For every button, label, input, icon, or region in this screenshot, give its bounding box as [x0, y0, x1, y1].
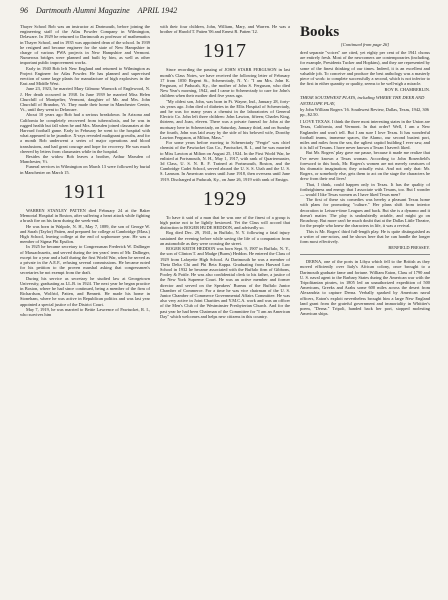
paragraph: DERNA, one of the ports in Libya which fell to the British as they moved efficiently over Italy's African colony, once brought to a Dartmouth graduate fame and fortune. William Eaton, Class of 1790 and U. S. naval agent to the Barbary States during the American war with the Tripolitanian pirates, in 1805 led an unauthorized expedition of 500 Americans, Greeks and Arabs some 600 miles across the desert from Alexandria to capture Derna. Verbally sparked by American naval officers, Eaton's exploit nevertheless brought him a large New England land grant from the grateful government and immortality in Whittier's poem, "Derna." Tripoli, handed back her port, stopped molesting American ships.	[300, 259, 430, 317]
paragraph: I LOVE TEXAS. I think the three most interesting states in the Union are Texas, California, and Vermont. In that order? Well, I am a New Englander and won't tell. But I am sure I love Texas. It has wonderful football teams, immense spaces, the Alamo, our second busiest port, miles and miles from the sea, the ugliest capitol building I ever saw, and it is full of Texans. I have never known a Texan I haven't liked.	[300, 119, 430, 151]
paragraph: June 23, 1923, he married Mary Gilmour Warnock of Englewood, N. J. Her death occurred in 1938. In June 1939 he married Miss Helen Churchill of Montpelier, Vermont, daughter of Mr. and Mrs. John Churchill of Brandon, Vt. They made their home in Manchester Center, Vt., until they went to Delaware.	[20, 86, 150, 113]
class-year-heading: 1917	[203, 40, 247, 63]
paragraph: dred separate "voices" are cited, yet eighty per cent of the 1941 chorus are entirely fresh. Most of the newcomers are contemporaries (including, for example, Presidents Tucker and Hopkins), and they are represented by some of the finest thinking of our times. Indeed, it is an excellent and valuable job. To conceive and produce the best anthology was a masterly piece of work: to complete successfully a second, which is not inferior to the first in either quantity or quality, seems to be well-nigh a miracle.	[300, 50, 430, 87]
page-number: 96	[20, 6, 28, 15]
class-year-heading: 1911	[63, 180, 107, 203]
paragraph: with their four children, John, William, Mary, and Warren. He was a brother of Harold T. Patten '06 and Ernest R. Patten '12.	[160, 24, 290, 35]
column-right	[300, 24, 430, 319]
book-title: THESE SOUTHWEST PLAYS, including WHERE THE DEER AND ANTELOPE PLAY,	[300, 95, 425, 106]
column-left	[20, 24, 150, 319]
paragraph: The first of these six comedies was hereby a pleasant Texas home with plans for promoting "culture." Her plans shift from interior decoration to Leisure-time Leagues and back. But she is a dynamo and it doesn't matter. The play is undoubtedly actable, and might go on Broadway. But more can't be much doubt that at the Dallas Little Theatre, for the people who knew the characters in life, it was a revival.	[300, 197, 430, 229]
class-year-heading: 1929	[203, 187, 247, 210]
divider	[300, 254, 430, 255]
paragraph: WARREN STANLEY PATTEN died February 24 at the Baker Memorial Hospital in Boston, after suffering a heart attack while fighting a brush fire on his farm during the week-end.	[20, 207, 150, 224]
paragraph: May 7, 1919, he was married to Bettie Lawrence of Pawtucket, R. I., who survives him	[20, 306, 150, 317]
paragraph: ROGER KEITH HEDDON was born Sept. 9, 1907 in Buffalo, N. Y., the son of Clinton T. and Madge (Burns) Heddon. He entered the Class of 1929 from Lafayette High School. At Dartmouth he was a member of Theta Delta Chi and Phi Beta Kappa. Graduating from Harvard Law School in 1932 he became associated with the Buffalo firm of Gibbons, Pooley & Pottle. He was also confidential clerk to his father, a justice of the New York Supreme Court. He was an active member and former director and served on the Speakers' Bureau of the Buffalo Junior Chamber of Commerce. For a time he was vice chairman of the U. S. Junior Chamber of Commerce Governmental Affairs Committee. He was also very active in Joint Charities and Y.M.C.A. work and was an officer of the Men's Club of the Westminster Presbyterian Church. And for the past year he had been Chairman of the Committee for "I am an American Day" which welcomes and helps new citizens in this country.	[160, 246, 290, 319]
paragraph: Rog died Dec. 29, 1941, in Buffalo, N. Y. following a fatal injury sustained the evening before while saving the life of a companion from an automobile as they were crossing the street.	[160, 230, 290, 246]
issue-date: APRIL 1942	[137, 6, 178, 15]
paragraph: To have it said of a man that he was one of the finest of a group is high praise not to be lightly bestowed. Yet the Class will accord that distinction to ROGER HUDE HEDDON, and advisedly so.	[160, 214, 290, 231]
paragraph: That, I think, could happen only in Texas. It has the quality of forthrightness and energy that I associate with Texans, too. But I wonder — would I like Texas women as I have liked Texas men?	[300, 181, 430, 198]
paragraph: For some years before moving to Schenectady "Fergie" was chief chemist of the Pawtucket Gas Co., Pawtucket, R. I., and he was married to Miss Lawton at Milton on August 25, 1924. In the First World War, he enlisted at Portsmouth, N. H., May 1, 1917, with rank of Quartermaster, 3d Class, U. S. N. R. F. Trained at Portsmouth, Boston, and the Cambridge Cadet School, served aboard the U. S. S. Utah and the U. S. S. Lamson. In American waters until June 1918, then overseas until June 1919. Discharged at Paducah, Ky., on June 26, 1919 with rank of Ensign.	[160, 140, 290, 182]
continued-note: [Continued from page 26]	[340, 42, 390, 47]
section-title: Books	[300, 24, 340, 40]
paragraph: About 10 years ago Bob had a serious breakdown. In Arizona and California he completely recovered from tuberculosis, and he was in rugged health but fall when he and Mrs. Marsden joined classmates at the Harvard football game. Early in February he went to the hospital with what appeared to be jaundice. X-rays revealed malignant growths, and for a month Bob underwent a series of major operations and blood transfusions, and had great courage and hope for recovery. He was much cheered by letters from classmates while in the hospital.	[20, 112, 150, 154]
paragraph: But Mr. Rogers' play gave me pause, because it made me realize that I've never known a Texas woman. According to John Rosenfield's foreword to this book, Mr. Rogers's women are not merely creatures of his dramatic imagination; they actually exist. And not only that: Mr. Rogers, or somebody else, gets them to act on the stage the characters he drew from their real lives!	[300, 150, 430, 182]
magazine-title: Dartmouth Alumni Magazine	[36, 6, 130, 15]
paragraph: Early in 1940 Bob left New England and returned to Wilmington as Project Engineer for Atlas Powder. He has planned and supervised erection of some large plants for manufacture of high explosives in the East and Middle West.	[20, 65, 150, 87]
paragraph: He was born in Walpole, N. H., May 7, 1889, the son of George W. and Sarah (Taylor) Patten, and prepared for college at Cambridge (Mass.) High School, leaving college at the end of sophomore year. He was a member of Sigma Phi Epsilon.	[20, 223, 150, 245]
paragraph: Thayer School Bob was an instructor at Dartmouth, before joining the engineering staff of the Atlas Powder Company in Wilmington, Delaware. In 1929 he returned to Dartmouth as professor of mathematics in Thayer School, and in 1935 was appointed dean of the school. In 1939 he resigned and became engineer for the state of New Hampshire in charge of various PWA projects in New Hampshire and Vermont. Numerous bridges were planned and built by him, as well as other important public improvement works.	[20, 24, 150, 66]
paragraph: This is Mr. Rogers' third full-length play. He is quite distinguished as a writer of one-actors, and he shows here that he can handle the longer form most effectively.	[300, 228, 430, 244]
column-middle	[160, 24, 290, 319]
book-citation: by John William Rogers '16. Southwest Review, Dallas, Texas, 1942, 306 pp., $2.50.	[300, 106, 430, 118]
reviewer-signature: BENFIELD PRESSEY.	[388, 245, 430, 251]
paragraph: In 1925 he became secretary to Congressman Frederick W. Dallinger of Massachusetts, and served during the ten years' term of Mr. Dallinger, except for a year and a half during the first World War, when he served as a private in the A.E.F., refusing several commissions. He became noted for his petition to the proven marshal asking that congressmen's secretaries be not exempt from the draft.	[20, 244, 150, 276]
paragraph: Since recording the passing of JOHN STARR FERGUSON in last month's Class Notes, we have received the following letter of February 17 from 1050 Regent St., Schenectady, N. Y.: "I am Mrs. John K. Ferguson, of Paducah, Ky., the mother of John S. Ferguson, who died New Year's morning, 1942, and I came to Schenectady to care for John's children when their mother died five years ago.	[160, 67, 290, 99]
paragraph: During his service as secretary he studied law at Georgetown University, graduating as LL.B. in 1924. The next year he began practice in Boston, where he had since continued, being a member of the firm of Richardson, Wolfrid, Patten, and Bennett. He made his home in Stoneham, where he was active in Republican politics and was last year appointed a special justice of the District Court.	[20, 275, 150, 307]
paragraph: "My oldest son, John, was born in Ft. Wayne, Ind., January 28, forty-six years ago. John died of diabetes in the Ellis Hospital of Schenectady, and he was for many years a chemist in the laboratories of General Electric Co. John left three children: John Lawton, fifteen; Charles King, thirteen, and Joan, eleven. There was a private funeral for John at the mortuary here in Schenectady, on Saturday, January third, and on Sunday the fourth, John was laid away by the side of his beloved wife, Dorothy Lawton Ferguson, at Milton, Mass."	[160, 98, 290, 141]
paragraph: Besides the widow Bob leaves a brother, Arthur Marsden of Manchester, Vt.	[20, 154, 150, 165]
paragraph: Funeral services in Wilmington on March 13 were followed by burial in Manchester on March 15.	[20, 164, 150, 175]
page-header	[20, 6, 432, 18]
reviewer-signature: ROY B. CHAMBERLIN.	[384, 87, 430, 93]
